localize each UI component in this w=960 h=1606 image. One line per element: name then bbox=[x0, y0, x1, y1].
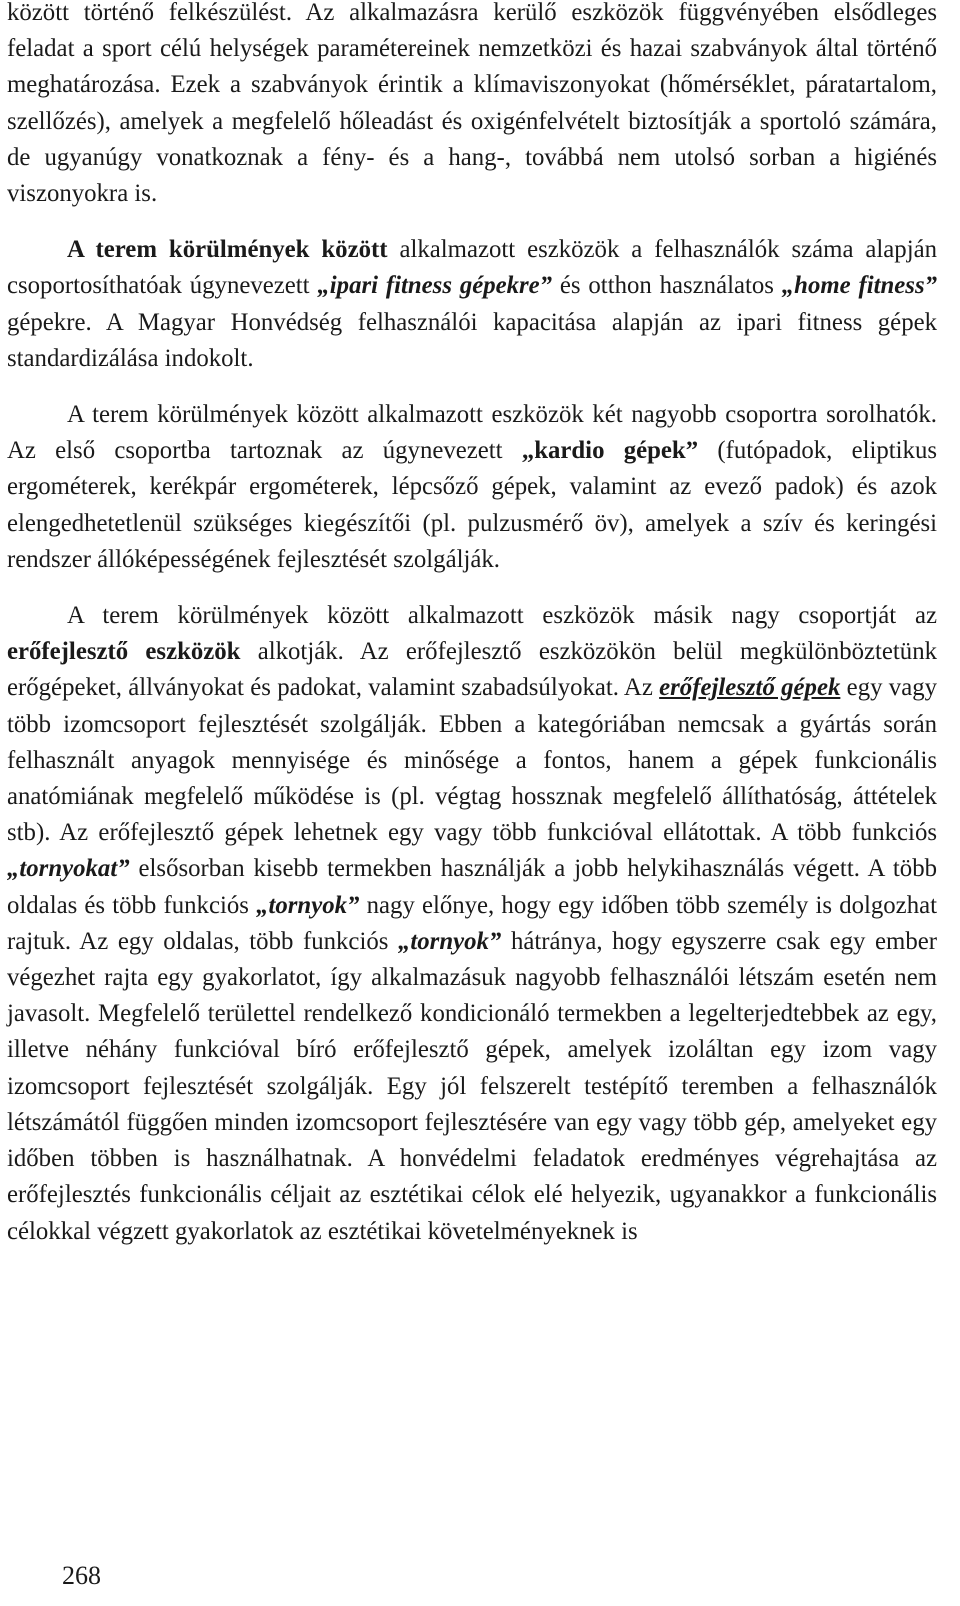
bold-italic-term-tornyokat: „tornyokat” bbox=[7, 855, 130, 883]
paragraph-4-text-5: nagy előnye, hogy egy időben több személy is dolgozhat rajtuk. Az egy oldalas, több funkciós bbox=[7, 891, 937, 955]
paragraph-4 bbox=[7, 598, 937, 1250]
paragraph-4-text-3: egy vagy több izomcsoport fejlesztését szolgálják. Ebben a kategóriában nemcsak a gyártás során felhasznált anyagok mennyisége és minősége a fontos, hanem a gépek funkcionális anatómiának megfelelő működése is (pl. végtag hossznak megfelelő állíthatóság, áttételek stb). Az erőfejlesztő gépek lehetnek egy vagy több funkcióval ellátottak. A több funkciós bbox=[7, 674, 937, 847]
paragraph-3 bbox=[7, 397, 937, 578]
paragraph-4-text-2: alkotják. Az erőfejlesztő eszközökön belül megkülönböztetünk erőgépeket, állványokat és padokat, valamint szabadsúlyokat. Az bbox=[7, 638, 937, 702]
bold-italic-term-home-fitness: „home fitness” bbox=[781, 272, 937, 300]
bold-italic-term-erofejleszto-gepek: erőfejlesztő gépek bbox=[659, 674, 841, 702]
paragraph-3-text-1: A terem körülmények között alkalmazott eszközök két nagyobb csoportra sorolhatók. Az első csoportba tartoznak az úgynevezett bbox=[7, 401, 937, 465]
paragraph-2-text-3: gépekre. A Magyar Honvédség felhasználói kapacitása alapján az ipari fitness gépek standardizálása indokolt. bbox=[7, 308, 937, 372]
paragraph-4-text-1: A terem körülmények között alkalmazott eszközök másik nagy csoportját az bbox=[67, 602, 937, 630]
paragraph-1-text: között történő felkészülést. Az alkalmazásra kerülő eszközök függvényében elsődleges feladat a sport célú helységek paramétereinek nemzetközi és hazai szabványok által történő meghatározása. Ezek a szabványok érintik a klímaviszonyokat (hőmérséklet, páratartalom, szellőzés), amelyek a megfelelő hőleadást és oxigénfelvételt biztosítják a sportoló számára, de ugyanúgy vonatkoznak a fény- és a hang-, továbbá nem utolsó sorban a higiénés viszonyokra is. bbox=[7, 0, 937, 208]
bold-term-erofejleszto-eszkozok: erőfejlesztő eszközök bbox=[7, 638, 241, 666]
paragraph-4-text-6: hátránya, hogy egyszerre csak egy ember végezhet rajta egy gyakorlatot, így alkalmazásuk nagyobb felhasználói létszám esetén nem javasolt. Megfelelő területtel rendelkező kondicionáló termekben a legelterjedtebbek az egy, illetve néhány funkcióval bíró erőfejlesztő gépek, amelyek izoláltan egy izom vagy izomcsoport fejlesztését szolgálják. Egy jól felszerelt testépítő teremben a felhasználók létszámától függően minden izomcsoport fejlesztésére van egy vagy több gép, amelyeket egy időben többen is használhatnak. A honvédelmi feladatok eredményes végrehajtása az erőfejlesztés funkcionális céljait az esztétikai célok elé helyezik, ugyanakkor a funkcionális célokkal végzett gyakorlatok az esztétikai követelményeknek is bbox=[7, 927, 937, 1245]
bold-italic-term-tornyok-1: „tornyok” bbox=[256, 891, 360, 919]
bold-italic-term-tornyok-2: „tornyok” bbox=[398, 927, 502, 955]
bold-term-terem-korulmenyek: A terem körülmények között bbox=[67, 236, 388, 264]
bold-italic-term-ipari-fitness: „ipari fitness gépekre” bbox=[317, 272, 553, 300]
document-page bbox=[7, 0, 937, 1250]
bold-term-kardio-gepek: „kardio gépek” bbox=[521, 437, 699, 465]
paragraph-2-text-1: alkalmazott eszközök a felhasználók száma alapján csoportosíthatóak úgynevezett bbox=[7, 236, 937, 300]
paragraph-1 bbox=[7, 0, 937, 212]
paragraph-3-text-2: (futópadok, eliptikus ergométerek, kerékpár ergométerek, lépcsőző gépek, valamint az evező padok) és azok elengedhetetlenül szükséges kiegészítői (pl. pulzusmérő öv), amelyek a szív és keringési rendszer állóképességének fejlesztését szolgálják. bbox=[7, 437, 938, 573]
page-number: 268 bbox=[62, 1561, 101, 1590]
paragraph-2 bbox=[7, 232, 937, 377]
paragraph-4-text-4: elsősorban kisebb termekben használják a jobb helykihasználás végett. A több oldalas és több funkciós bbox=[7, 855, 937, 919]
paragraph-2-text-2: és otthon használatos bbox=[552, 272, 782, 300]
